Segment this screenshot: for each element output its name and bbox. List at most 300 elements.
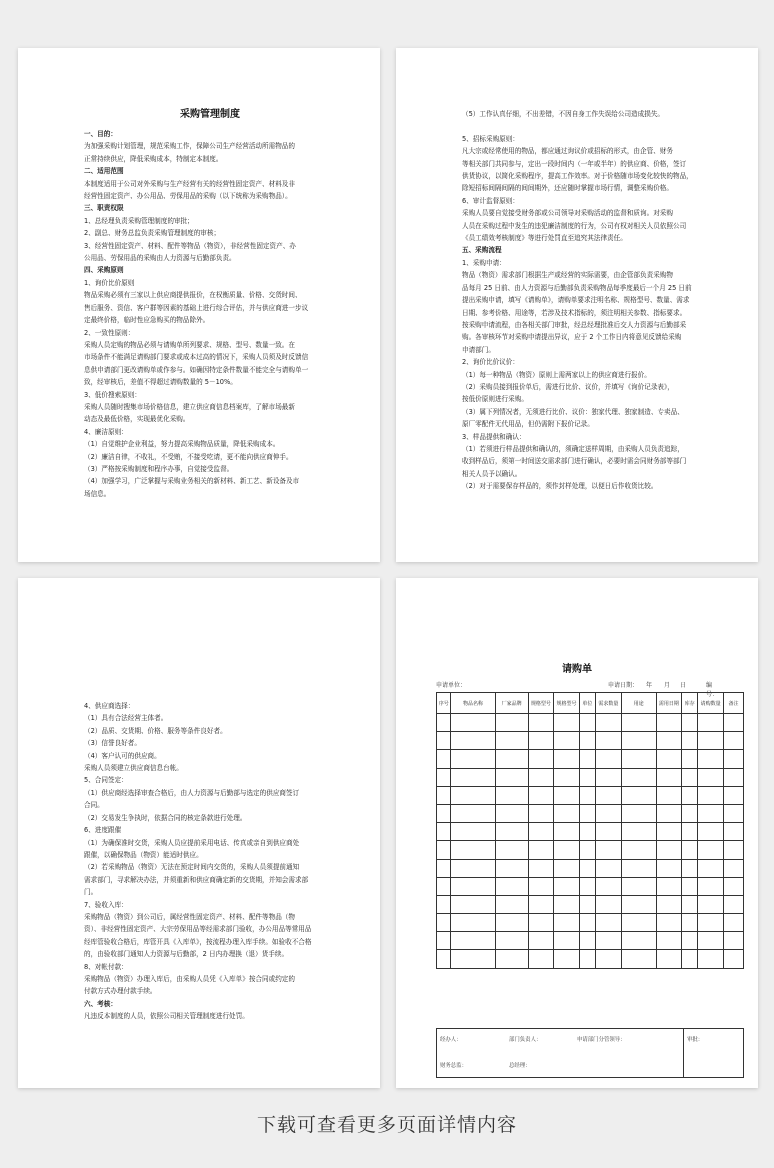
table-cell[interactable] bbox=[656, 950, 682, 968]
text-line: （2）交易发生争执时，依据合同的核定条款进行处理。 bbox=[84, 813, 247, 822]
table-row bbox=[437, 841, 744, 859]
form-meta-day: 日 bbox=[680, 682, 687, 689]
table-row bbox=[437, 932, 744, 950]
table-cell[interactable] bbox=[596, 732, 622, 750]
table-cell[interactable] bbox=[698, 859, 724, 877]
table-cell[interactable] bbox=[528, 859, 554, 877]
table-cell[interactable] bbox=[621, 714, 656, 732]
table-cell[interactable] bbox=[495, 841, 528, 859]
table-cell[interactable] bbox=[621, 768, 656, 786]
table-cell[interactable] bbox=[656, 895, 682, 913]
column-header: 请购数量 bbox=[698, 693, 724, 714]
table-cell[interactable] bbox=[528, 714, 554, 732]
table-cell[interactable] bbox=[682, 804, 698, 822]
text-line: 供货协议，以简化采购程序，提高工作效率。对于价格随市场变化较快的物品， bbox=[462, 172, 693, 181]
table-cell[interactable] bbox=[437, 804, 451, 822]
table-cell[interactable] bbox=[621, 932, 656, 950]
table-cell[interactable] bbox=[579, 895, 595, 913]
column-header: 库存 bbox=[682, 693, 698, 714]
table-cell[interactable] bbox=[656, 714, 682, 732]
table-cell[interactable] bbox=[682, 877, 698, 895]
table-cell[interactable] bbox=[723, 804, 743, 822]
form-meta-year: 年 bbox=[646, 682, 653, 689]
table-cell[interactable] bbox=[437, 914, 451, 932]
table-cell[interactable] bbox=[451, 895, 495, 913]
table-row bbox=[437, 895, 744, 913]
text-line: 提出采购申请，填写《请购单》，请购单要求注明名称、规格型号、数量、需求 bbox=[462, 296, 690, 305]
table-cell[interactable] bbox=[723, 895, 743, 913]
table-cell[interactable] bbox=[596, 750, 622, 768]
page1-lines bbox=[84, 128, 336, 500]
table-cell[interactable] bbox=[698, 786, 724, 804]
table-cell[interactable] bbox=[528, 950, 554, 968]
table-cell[interactable] bbox=[596, 768, 622, 786]
table-cell[interactable] bbox=[554, 914, 580, 932]
table-cell[interactable] bbox=[437, 823, 451, 841]
text-line bbox=[84, 638, 336, 650]
table-cell[interactable] bbox=[723, 714, 743, 732]
table-cell[interactable] bbox=[528, 804, 554, 822]
form-meta-month: 月 bbox=[664, 682, 671, 689]
text-line: 正常持续供应，降低采购成本，特制定本制度。 bbox=[84, 154, 223, 163]
table-cell[interactable] bbox=[723, 877, 743, 895]
text-line: 为加强采购计划管理，规范采购工作，保障公司生产经营活动所需物品的 bbox=[84, 142, 295, 151]
table-cell[interactable] bbox=[698, 804, 724, 822]
text-line: 经库管验收合格后，库管开具《入库单》，按流程办理入库手续。如验收不合格 bbox=[84, 937, 312, 946]
text-line: 跟催，以确保物品（物资）能适时供应。 bbox=[84, 850, 203, 859]
table-cell[interactable] bbox=[656, 823, 682, 841]
table-row bbox=[437, 786, 744, 804]
text-line: 6、进度跟催 bbox=[84, 826, 122, 835]
table-cell[interactable] bbox=[723, 786, 743, 804]
table-cell[interactable] bbox=[596, 914, 622, 932]
document-title: 采购管理制度 bbox=[180, 109, 240, 120]
table-cell[interactable] bbox=[621, 950, 656, 968]
table-cell[interactable] bbox=[437, 859, 451, 877]
table-cell[interactable] bbox=[621, 841, 656, 859]
requisition-table-body bbox=[437, 714, 744, 969]
text-line: （3）信誉良好者。 bbox=[84, 739, 141, 748]
table-cell[interactable] bbox=[495, 932, 528, 950]
text-line: 经营性固定资产、办公用品、劳保用品的采购（以下统称为采购物品）。 bbox=[84, 192, 292, 201]
text-line: 7、验收入库： bbox=[84, 900, 128, 909]
text-line: （5）工作认真仔细，不出差错，不因自身工作失误给公司造成损失。 bbox=[462, 110, 665, 118]
table-cell[interactable] bbox=[437, 714, 451, 732]
table-cell[interactable] bbox=[723, 823, 743, 841]
table-cell[interactable] bbox=[723, 732, 743, 750]
column-header: 需用日期 bbox=[656, 693, 682, 714]
table-cell[interactable] bbox=[554, 895, 580, 913]
table-cell[interactable] bbox=[596, 932, 622, 950]
text-line: 需求部门，寻求解决办法，并须重新和供应商确定新的交货期，并知会需求部 bbox=[84, 875, 309, 884]
table-cell[interactable] bbox=[698, 841, 724, 859]
text-line: 1、总经理负责采购管理制度的审批； bbox=[84, 216, 194, 225]
table-cell[interactable] bbox=[451, 714, 495, 732]
table-cell[interactable] bbox=[579, 877, 595, 895]
text-line: 2、副总、财务总监负责采购管理制度的审核； bbox=[84, 229, 221, 238]
text-line: 5、合同签定： bbox=[84, 776, 128, 785]
table-cell[interactable] bbox=[554, 950, 580, 968]
table-cell[interactable] bbox=[495, 714, 528, 732]
text-line: 动态及最低价格，实现最优化采购。 bbox=[84, 415, 190, 424]
table-cell[interactable] bbox=[554, 750, 580, 768]
table-cell[interactable] bbox=[528, 841, 554, 859]
table-cell[interactable] bbox=[656, 877, 682, 895]
document-page-3 bbox=[18, 578, 380, 1088]
text-line: 申请部门。 bbox=[462, 345, 495, 354]
text-line: 按低价原则进行采购。 bbox=[462, 395, 528, 404]
table-cell[interactable] bbox=[528, 823, 554, 841]
footer-caption: 下载可查看更多页面详情内容 bbox=[256, 1114, 517, 1136]
table-cell[interactable] bbox=[554, 714, 580, 732]
text-line: 购。各审核环节对采购申请提出异议，应于 2 个工作日内将意见反馈给采购 bbox=[462, 333, 682, 342]
page3-content bbox=[84, 638, 336, 1023]
table-cell[interactable] bbox=[656, 786, 682, 804]
table-cell[interactable] bbox=[682, 823, 698, 841]
table-cell[interactable] bbox=[698, 914, 724, 932]
table-cell[interactable] bbox=[437, 841, 451, 859]
table-cell[interactable] bbox=[495, 750, 528, 768]
table-cell[interactable] bbox=[451, 932, 495, 950]
sig-dept-supervisor: 申请部门分管领导： bbox=[577, 1037, 626, 1043]
table-cell[interactable] bbox=[698, 823, 724, 841]
text-line: 付款方式办理付款手续。 bbox=[84, 987, 157, 996]
table-cell[interactable] bbox=[451, 804, 495, 822]
table-cell[interactable] bbox=[554, 732, 580, 750]
table-cell[interactable] bbox=[528, 914, 554, 932]
table-cell[interactable] bbox=[579, 841, 595, 859]
table-cell[interactable] bbox=[437, 950, 451, 968]
table-cell[interactable] bbox=[596, 804, 622, 822]
document-page-4-requisition-form bbox=[396, 578, 758, 1088]
text-line: 8、对帐付款： bbox=[84, 962, 128, 971]
table-cell[interactable] bbox=[723, 841, 743, 859]
text-line: 门。 bbox=[84, 888, 98, 897]
text-line: （1）供应商经选择审查合格后，由人力资源与后勤部与选定的供应商签订 bbox=[84, 788, 300, 797]
text-line: 定最终价格，临时性应急购买的物品除外。 bbox=[84, 316, 210, 325]
table-cell[interactable] bbox=[437, 768, 451, 786]
table-row bbox=[437, 950, 744, 968]
table-cell[interactable] bbox=[682, 841, 698, 859]
table-cell[interactable] bbox=[495, 768, 528, 786]
table-cell[interactable] bbox=[682, 714, 698, 732]
table-cell[interactable] bbox=[451, 877, 495, 895]
column-header: 用途 bbox=[621, 693, 656, 714]
table-cell[interactable] bbox=[698, 895, 724, 913]
table-cell[interactable] bbox=[621, 877, 656, 895]
table-cell[interactable] bbox=[495, 859, 528, 877]
text-line: 致，经审核后，差值不得超过请购数量的 5－10%。 bbox=[84, 378, 237, 387]
text-line bbox=[462, 120, 714, 132]
text-line: （2）采购员接到报价单后，需进行比价、议价，并填写《询价记录表》， bbox=[462, 382, 674, 391]
signature-divider bbox=[683, 1029, 684, 1077]
table-cell[interactable] bbox=[528, 750, 554, 768]
table-cell[interactable] bbox=[723, 932, 743, 950]
text-line: 3、低价搜索原则： bbox=[84, 390, 141, 399]
form-meta bbox=[436, 680, 719, 698]
table-cell[interactable] bbox=[528, 786, 554, 804]
table-cell[interactable] bbox=[579, 950, 595, 968]
table-cell[interactable] bbox=[723, 750, 743, 768]
table-cell[interactable] bbox=[451, 732, 495, 750]
table-cell[interactable] bbox=[451, 914, 495, 932]
table-cell[interactable] bbox=[698, 732, 724, 750]
table-cell[interactable] bbox=[698, 950, 724, 968]
table-cell[interactable] bbox=[621, 823, 656, 841]
table-row bbox=[437, 768, 744, 786]
form-title: 请购单 bbox=[562, 664, 592, 675]
page2-lines bbox=[462, 108, 714, 493]
text-line: 1、询价比价原则 bbox=[84, 278, 135, 287]
table-cell[interactable] bbox=[495, 804, 528, 822]
table-cell[interactable] bbox=[621, 732, 656, 750]
table-cell[interactable] bbox=[656, 750, 682, 768]
text-line: 市场条件不能满足请购部门要求或成本过高的情况下，采购人员须及时反馈信 bbox=[84, 353, 309, 362]
table-cell[interactable] bbox=[621, 895, 656, 913]
table-cell[interactable] bbox=[698, 750, 724, 768]
text-line: 3、样品提供和确认： bbox=[462, 432, 526, 441]
sig-dept-head: 部门负责人： bbox=[509, 1037, 542, 1043]
column-header: 规格型号 bbox=[554, 693, 580, 714]
table-cell[interactable] bbox=[451, 859, 495, 877]
table-cell[interactable] bbox=[437, 732, 451, 750]
table-cell[interactable] bbox=[579, 804, 595, 822]
column-header: 厂家品牌 bbox=[495, 693, 528, 714]
table-cell[interactable] bbox=[554, 804, 580, 822]
text-line: 凡大宗或经常使用的物品，都应通过询议价或招标的形式，由企管、财务 bbox=[462, 147, 673, 156]
table-cell[interactable] bbox=[682, 732, 698, 750]
table-cell[interactable] bbox=[682, 950, 698, 968]
text-line: 本制度适用于公司对外采购与生产经营有关的经营性固定资产、材料及非 bbox=[84, 179, 295, 188]
text-line bbox=[84, 650, 336, 662]
sig-finance: 财务总监： bbox=[440, 1063, 467, 1069]
table-cell[interactable] bbox=[682, 914, 698, 932]
requisition-table-header bbox=[437, 693, 744, 714]
text-line: 相关人员予以确认。 bbox=[462, 469, 522, 478]
text-line: 采购人员定购的物品必须与请购单所列要求、规格、型号、数量一致。在 bbox=[84, 340, 295, 349]
table-cell[interactable] bbox=[495, 732, 528, 750]
table-cell[interactable] bbox=[554, 841, 580, 859]
table-cell[interactable] bbox=[621, 786, 656, 804]
table-cell[interactable] bbox=[437, 895, 451, 913]
section-heading: 三、职责权限 bbox=[84, 204, 124, 213]
table-cell[interactable] bbox=[528, 895, 554, 913]
table-cell[interactable] bbox=[451, 750, 495, 768]
table-cell[interactable] bbox=[554, 786, 580, 804]
table-cell[interactable] bbox=[528, 877, 554, 895]
column-header: 序号 bbox=[437, 693, 451, 714]
form-meta-date: 申请日期： bbox=[608, 682, 639, 689]
column-header: 需求数量 bbox=[596, 693, 622, 714]
sig-gm: 总经理： bbox=[509, 1063, 531, 1069]
table-cell[interactable] bbox=[554, 768, 580, 786]
table-cell[interactable] bbox=[621, 914, 656, 932]
text-line: 《员工绩效考核制度》等进行处罚直至追究其法律责任。 bbox=[462, 234, 627, 243]
table-cell[interactable] bbox=[495, 823, 528, 841]
page2-content bbox=[462, 108, 714, 493]
text-line: 物品采购必须有三家以上供应商提供报价，在权衡质量、价格、交货时间、 bbox=[84, 291, 302, 300]
table-cell[interactable] bbox=[723, 914, 743, 932]
table-row bbox=[437, 750, 744, 768]
table-cell[interactable] bbox=[554, 859, 580, 877]
table-cell[interactable] bbox=[579, 932, 595, 950]
table-cell[interactable] bbox=[698, 768, 724, 786]
table-cell[interactable] bbox=[554, 877, 580, 895]
table-cell[interactable] bbox=[554, 932, 580, 950]
table-cell[interactable] bbox=[579, 914, 595, 932]
table-cell[interactable] bbox=[682, 768, 698, 786]
table-cell[interactable] bbox=[596, 786, 622, 804]
sig-remarks: 审批： bbox=[687, 1037, 704, 1043]
table-cell[interactable] bbox=[596, 877, 622, 895]
table-cell[interactable] bbox=[656, 914, 682, 932]
text-line: 除短招标间隔间隔的间间期外，还应随时掌握市场行情，调整采购价格。 bbox=[462, 184, 673, 193]
table-cell[interactable] bbox=[579, 732, 595, 750]
text-line: 按采购申请流程，由各相关部门审批，经总经理批准后交人力资源与后勤部采 bbox=[462, 320, 687, 329]
table-cell[interactable] bbox=[437, 932, 451, 950]
text-line: 1、采购申请： bbox=[462, 258, 506, 267]
text-line bbox=[84, 688, 336, 700]
table-cell[interactable] bbox=[698, 714, 724, 732]
text-line: 收到样品后，须第一时间送交需求部门进行确认，必要时需会同财务部等部门 bbox=[462, 457, 687, 466]
text-line: 场信息。 bbox=[84, 489, 111, 498]
table-row bbox=[437, 804, 744, 822]
table-cell[interactable] bbox=[596, 823, 622, 841]
column-header: 规格型号 bbox=[528, 693, 554, 714]
table-cell[interactable] bbox=[495, 950, 528, 968]
table-cell[interactable] bbox=[682, 895, 698, 913]
table-cell[interactable] bbox=[682, 859, 698, 877]
table-cell[interactable] bbox=[621, 859, 656, 877]
table-cell[interactable] bbox=[723, 950, 743, 968]
text-line: （1）具有合法经营主体者。 bbox=[84, 714, 168, 723]
text-line bbox=[84, 663, 336, 675]
text-line: （1）每一种物品（物资）原则上需两家以上的供应商进行报价。 bbox=[462, 370, 651, 379]
table-cell[interactable] bbox=[554, 823, 580, 841]
table-cell[interactable] bbox=[495, 914, 528, 932]
table-cell[interactable] bbox=[656, 768, 682, 786]
table-row bbox=[437, 732, 744, 750]
text-line: （3）严格按采购制度和程序办事，自觉接受监督。 bbox=[84, 464, 234, 473]
page1-content bbox=[84, 108, 336, 500]
text-line: 4、廉洁原则： bbox=[84, 427, 128, 436]
table-cell[interactable] bbox=[495, 786, 528, 804]
table-cell[interactable] bbox=[451, 768, 495, 786]
table-cell[interactable] bbox=[495, 877, 528, 895]
column-header: 备注 bbox=[723, 693, 743, 714]
table-cell[interactable] bbox=[579, 823, 595, 841]
form-meta-number: 编号： bbox=[706, 682, 719, 698]
text-line: 采购物品（物资）办理入库后，由采购人员凭《入库单》按合同或约定的 bbox=[84, 974, 295, 983]
text-line: 资）、非经营性固定资产、大宗劳保用品等经需求部门验收，办公用品等常用品 bbox=[84, 925, 312, 934]
text-line: （2）对于需要保存样品的，须作封样处理，以便日后作收货比较。 bbox=[462, 482, 658, 491]
table-cell[interactable] bbox=[723, 768, 743, 786]
table-cell[interactable] bbox=[596, 841, 622, 859]
table-cell[interactable] bbox=[451, 786, 495, 804]
text-line: （4）加强学习，广泛掌握与采购业务相关的新材料、新工艺、新设备及市 bbox=[84, 477, 300, 486]
sig-applicant: 经办人： bbox=[440, 1037, 462, 1043]
table-cell[interactable] bbox=[596, 714, 622, 732]
table-cell[interactable] bbox=[437, 750, 451, 768]
table-cell[interactable] bbox=[451, 841, 495, 859]
table-cell[interactable] bbox=[656, 841, 682, 859]
text-line: （2）品质、交货期、价格、服务等条件良好者。 bbox=[84, 726, 227, 735]
document-page-1 bbox=[18, 48, 380, 562]
requisition-table bbox=[436, 692, 744, 969]
form-meta-unit: 申请单位： bbox=[436, 682, 467, 689]
table-cell[interactable] bbox=[596, 895, 622, 913]
table-cell[interactable] bbox=[656, 932, 682, 950]
table-row bbox=[437, 823, 744, 841]
table-cell[interactable] bbox=[682, 932, 698, 950]
table-cell[interactable] bbox=[579, 768, 595, 786]
text-line: （2）廉洁自律，不收礼，不受贿，不接受吃请，更不能向供应商伸手。 bbox=[84, 452, 293, 461]
text-line: 2、询价比价议价： bbox=[462, 358, 519, 367]
table-row bbox=[437, 877, 744, 895]
text-line: 合同。 bbox=[84, 801, 104, 810]
table-cell[interactable] bbox=[596, 950, 622, 968]
text-line: （1）自觉维护企业利益，努力提高采购物品质量，降低采购成本。 bbox=[84, 440, 280, 449]
table-cell[interactable] bbox=[437, 786, 451, 804]
table-cell[interactable] bbox=[723, 859, 743, 877]
table-cell[interactable] bbox=[621, 804, 656, 822]
table-cell[interactable] bbox=[656, 804, 682, 822]
table-row bbox=[437, 914, 744, 932]
table-cell[interactable] bbox=[579, 750, 595, 768]
table-cell[interactable] bbox=[579, 859, 595, 877]
table-cell[interactable] bbox=[451, 823, 495, 841]
table-cell[interactable] bbox=[656, 732, 682, 750]
table-cell[interactable] bbox=[682, 786, 698, 804]
text-line: （1）为确保准时交货，采购人员应提前采用电话、传真或亲自到供应商处 bbox=[84, 838, 300, 847]
table-cell[interactable] bbox=[437, 877, 451, 895]
section-heading: 六、考核： bbox=[84, 999, 117, 1008]
column-header: 单位 bbox=[579, 693, 595, 714]
table-cell[interactable] bbox=[621, 750, 656, 768]
text-line: 3、经营性固定资产、材料、配件等物品（物资），非经营性固定资产、办 bbox=[84, 241, 296, 250]
text-line: 等相关部门共同参与，定出一段时间内（一年或半年）的供应商、价格，签订 bbox=[462, 159, 687, 168]
text-line: 息供申请部门更改请购单或作参与。如确因特定条件数量不能完全与请购单一 bbox=[84, 365, 309, 374]
table-cell[interactable] bbox=[528, 932, 554, 950]
page3-lines bbox=[84, 638, 336, 1023]
text-line: 物品（物资）需求部门根据生产或经营的实际需要，由企管部负责采购物 bbox=[462, 271, 673, 280]
table-cell[interactable] bbox=[579, 786, 595, 804]
table-row bbox=[437, 714, 744, 732]
table-cell[interactable] bbox=[528, 732, 554, 750]
table-cell[interactable] bbox=[528, 768, 554, 786]
text-line: 凡违反本制度的人员，依照公司相关管理制度进行处罚。 bbox=[84, 1012, 249, 1021]
table-cell[interactable] bbox=[495, 895, 528, 913]
text-line: 售后服务、资信、客户群等因素的基础上进行综合评估，并与供应商进一步议 bbox=[84, 303, 309, 312]
table-cell[interactable] bbox=[656, 859, 682, 877]
text-line: 公用品、劳保用品的采购由人力资源与后勤部负责。 bbox=[84, 254, 236, 263]
text-line: 的，由验收部门通知人力资源与后勤部，2 日内办理换（退）货手续。 bbox=[84, 950, 289, 959]
table-cell[interactable] bbox=[698, 932, 724, 950]
table-row bbox=[437, 859, 744, 877]
table-cell[interactable] bbox=[579, 714, 595, 732]
table-cell[interactable] bbox=[698, 877, 724, 895]
text-line: （2）若采购物品（物资）无法在预定时间内交货的，采购人员须提前通知 bbox=[84, 863, 300, 872]
table-cell[interactable] bbox=[451, 950, 495, 968]
text-line: 4、供应商选择： bbox=[84, 702, 135, 711]
text-line: （1）若须进行样品提供和确认的，须确定送样周期，由采购人员负责追踪， bbox=[462, 444, 684, 453]
table-cell[interactable] bbox=[682, 750, 698, 768]
text-line: 人员在采购过程中发生的违犯廉洁制度的行为，公司有权对相关人员依照公司 bbox=[462, 221, 687, 230]
signature-block bbox=[436, 1028, 744, 1078]
table-cell[interactable] bbox=[596, 859, 622, 877]
section-heading: 二、适用范围 bbox=[84, 167, 124, 176]
text-line: （3）属下列情况者，无须进行比价、议价：独家代理、独家制造、专卖品、 bbox=[462, 407, 684, 416]
